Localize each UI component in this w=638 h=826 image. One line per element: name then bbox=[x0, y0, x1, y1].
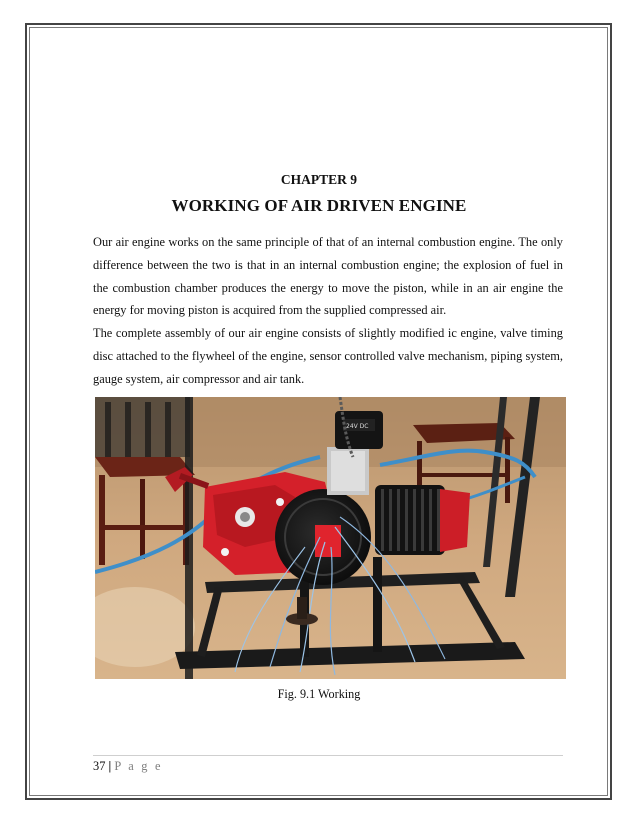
page-number: 37 bbox=[93, 759, 106, 773]
footer-divider bbox=[93, 755, 563, 756]
page-word: P a g e bbox=[114, 759, 163, 773]
figure-caption: Fig. 9.1 Working bbox=[277, 687, 361, 701]
valve-label: 24V DC bbox=[346, 423, 369, 430]
paragraph: The complete assembly of our air engine consists of slightly modified ic engine, valve timing disc attached to the flywheel of the engine, sensor controlled valve mechanism, piping system, gauge system, air compressor and air tank. bbox=[93, 326, 563, 386]
page-footer bbox=[93, 759, 163, 774]
engine-photo bbox=[95, 397, 566, 679]
footer-separator: | bbox=[108, 759, 112, 773]
paragraph: Our air engine works on the same principle of that of an internal combustion engine. The only difference between the two is that in an internal combustion engine; the explosion of fuel in the combustion chamber produces the energy to move the piston, while in an air engine the energy for moving piston is acquired from the supplied compressed air. bbox=[93, 235, 563, 318]
chapter-label: CHAPTER 9 bbox=[280, 172, 358, 187]
chapter-title: WORKING OF AIR DRIVEN ENGINE bbox=[171, 196, 467, 215]
body-text bbox=[93, 231, 563, 391]
